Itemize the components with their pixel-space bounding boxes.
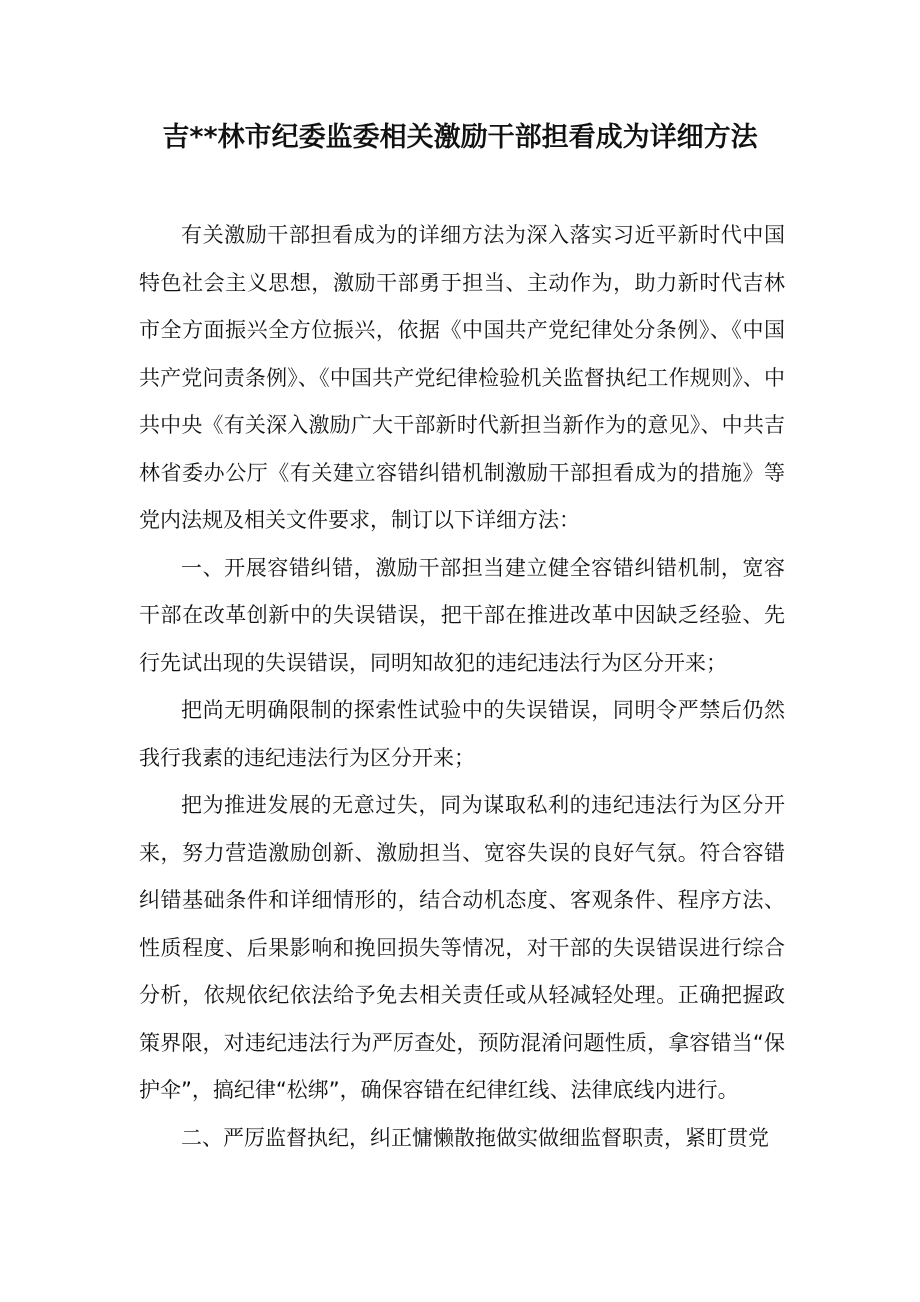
paragraph-section-2: 二、严厉监督执纪，纠正慵懒散拖做实做细监督职责，紧盯贯党 — [181, 1125, 769, 1150]
paragraph-section-1-cont-a: 把尚无明确限制的探索性试验中的失误错误，同明令严禁后仍然我行我素的违纪违法行为区分开来； — [139, 698, 785, 770]
paragraph-section-1-cont-b: 把为推进发展的无意过失，同为谋取私利的违纪违法行为区分开来，努力营造激励创新、激励担当、宽容失误的良好气氛。符合容错纠错基础条件和详细情形的，结合动机态度、客观条件、程序方法、性质程度、后果影响和挽回损失等情况，对干部的失误错误进行综合分析，依规依纪依法给予免去相关责任或从轻减轻处理。正确把握政策界限，对违纪违法行为严厉查处，预防混淆问题性质，拿容错当“保护伞”，搞纪律“松绑”，确保容错在纪律红线、法律底线内进行。 — [139, 793, 785, 1102]
document-title: 吉**林市纪委监委相关激励干部担看成为详细方法 — [162, 122, 758, 153]
document-body — [139, 212, 785, 1162]
paragraph-section-1: 一、开展容错纠错，激励干部担当建立健全容错纠错机制，宽容干部在改革创新中的失误错误，把干部在推进改革中因缺乏经验、先行先试出现的失误错误，同明知故犯的违纪违法行为区分开来； — [139, 555, 785, 675]
paragraph-intro: 有关激励干部担看成为的详细方法为深入落实习近平新时代中国特色社会主义思想，激励干部勇于担当、主动作为，助力新时代吉林市全方面振兴全方位振兴，依据《中国共产党纪律处分条例》、《中国共产党问责条例》、《中国共产党纪律检验机关监督执纪工作规则》、中共中央《有关深入激励广大干部新时代新担当新作为的意见》、中共吉林省委办公厅《有关建立容错纠错机制激励干部担看成为的措施》等党内法规及相关文件要求，制订以下详细方法： — [139, 223, 785, 532]
